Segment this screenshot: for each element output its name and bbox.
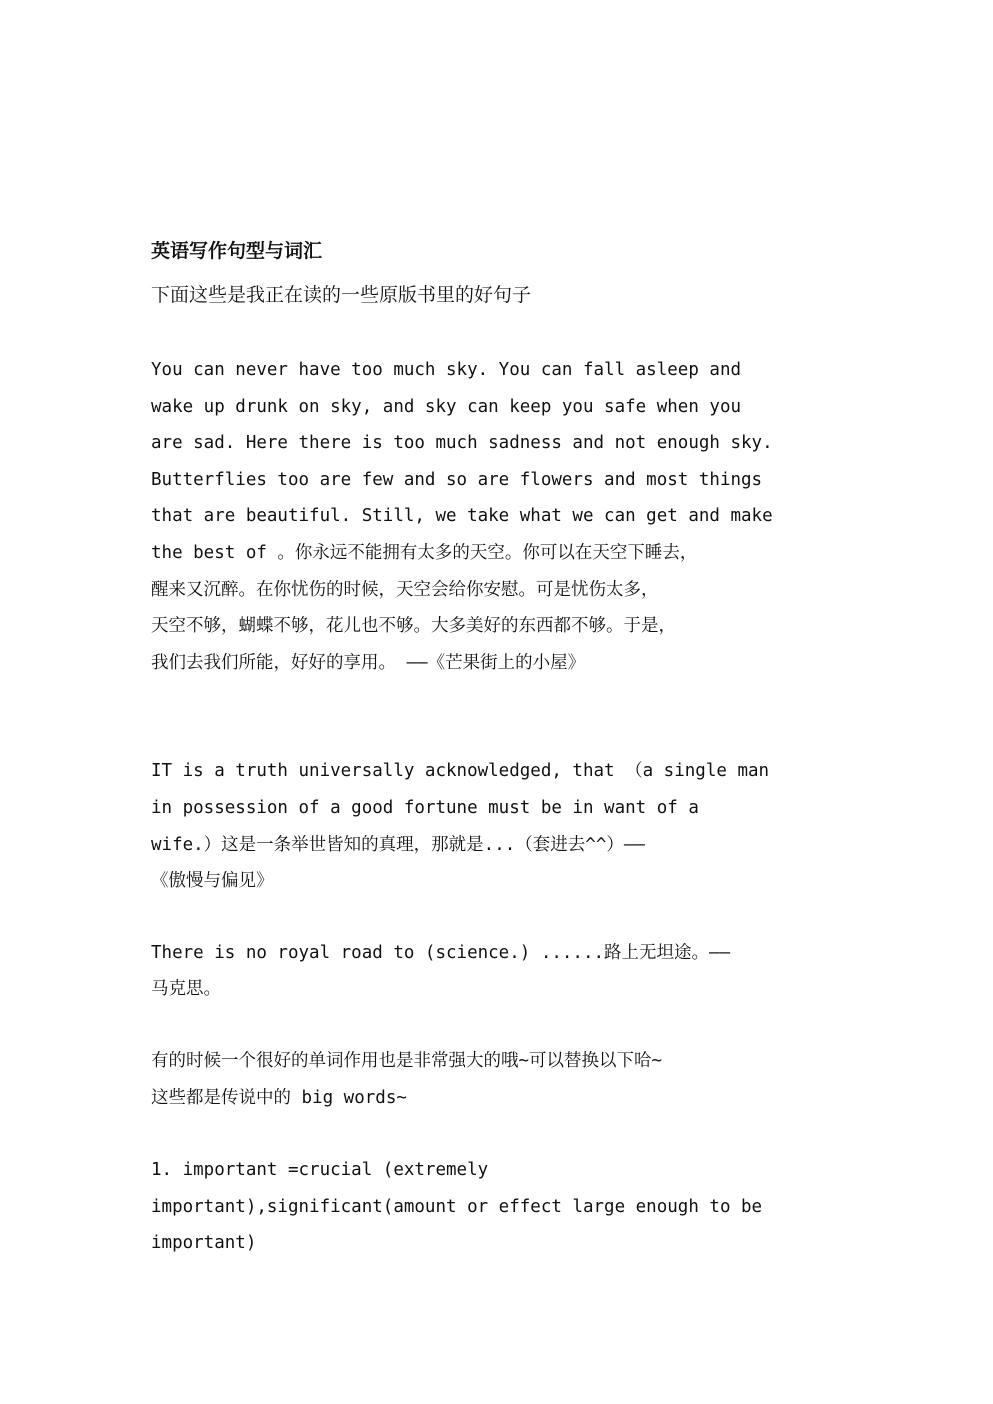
paragraph-vocab-item-1 [151, 1152, 851, 1262]
text-line: in possession of a good fortune must be in want of a [151, 797, 699, 818]
text-line: 我们去我们所能，好好的享用。 ——《芒果街上的小屋》 [151, 652, 586, 673]
paragraph-marx-quote [151, 935, 851, 1008]
paragraph-big-words-intro [151, 1043, 851, 1116]
text-line: the best of 。你永远不能拥有太多的天空。你可以在天空下睡去， [151, 542, 698, 563]
text-line: important),significant(amount or effect large enough to be [151, 1196, 763, 1217]
text-line: IT is a truth universally acknowledged, that （a single man [151, 761, 770, 782]
text-line: 天空不够，蝴蝶不够，花儿也不够。大多美好的东西都不够。于是， [151, 616, 676, 637]
text-line: 马克思。 [151, 979, 221, 1000]
document-title: 英语写作句型与词汇 [151, 240, 323, 262]
text-line: 1. important =crucial (extremely [151, 1160, 489, 1181]
text-line: important) [151, 1233, 257, 1254]
text-line: 《傲慢与偏见》 [151, 871, 274, 892]
text-line: You can never have too much sky. You can fall asleep and [151, 360, 742, 380]
text-line: Butterflies too are few and so are flowers and most things [151, 469, 763, 490]
text-line: that are beautiful. Still, we take what we can get and make [151, 506, 773, 527]
paragraph-mango-street-quote [151, 352, 851, 681]
document-subtitle: 下面这些是我正在读的一些原版书里的好句子 [151, 284, 532, 306]
text-line: wake up drunk on sky, and sky can keep you safe when you [151, 396, 742, 417]
text-line: wife.）这是一条举世皆知的真理，那就是...（套进去^^）—— [151, 834, 645, 855]
text-line: 有的时候一个很好的单词作用也是非常强大的哦~可以替换以下哈~ [151, 1050, 663, 1071]
text-line: There is no royal road to (science.) ......路上无坦途。—— [151, 942, 731, 963]
text-line: 醒来又沉醉。在你忧伤的时候，天空会给你安慰。可是忧伤太多， [151, 579, 659, 600]
document-body [151, 236, 851, 1262]
text-line: are sad. Here there is too much sadness and not enough sky. [151, 433, 773, 454]
text-line: 这些都是传说中的 big words~ [151, 1087, 407, 1108]
paragraph-pride-prejudice-quote [151, 753, 851, 899]
